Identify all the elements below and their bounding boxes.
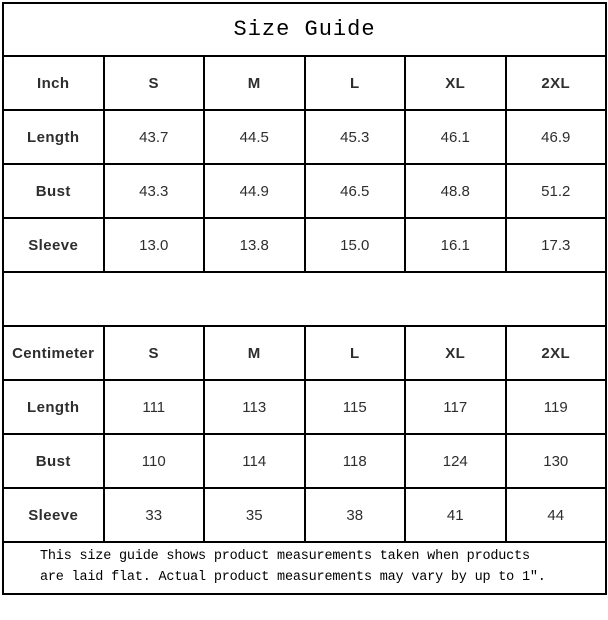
measurement-value: 44.5 [204, 110, 305, 164]
measurement-value: 46.5 [305, 164, 406, 218]
footnote-line: This size guide shows product measurements taken when products [40, 549, 530, 565]
size-header-l: L [305, 56, 406, 110]
size-guide-sheet [2, 2, 605, 595]
unit-header-inch: Inch [3, 56, 104, 110]
measurement-value: 119 [506, 380, 607, 434]
size-header-xl: XL [405, 56, 506, 110]
measurement-value: 41 [405, 488, 506, 542]
measurement-value: 46.9 [506, 110, 607, 164]
measurement-value: 114 [204, 434, 305, 488]
measurement-value: 115 [305, 380, 406, 434]
size-header-l: L [305, 326, 406, 380]
measurement-value: 113 [204, 380, 305, 434]
measurement-value: 43.7 [104, 110, 205, 164]
measurement-value: 15.0 [305, 218, 406, 272]
measurement-value: 35 [204, 488, 305, 542]
measurement-value: 43.3 [104, 164, 205, 218]
table-row [3, 434, 606, 488]
footnote-line: are laid flat. Actual product measurements may vary by up to 1″. [40, 570, 546, 585]
measurement-label: Length [3, 110, 104, 164]
measurement-value: 124 [405, 434, 506, 488]
table-row [3, 488, 606, 542]
size-guide-table [2, 2, 607, 595]
measurement-label: Sleeve [3, 218, 104, 272]
measurement-value: 44.9 [204, 164, 305, 218]
inch-header-row [3, 56, 606, 110]
table-row [3, 218, 606, 272]
measurement-value: 38 [305, 488, 406, 542]
footnote-row [3, 542, 606, 594]
measurement-value: 17.3 [506, 218, 607, 272]
spacer-cell [3, 272, 606, 326]
measurement-value: 51.2 [506, 164, 607, 218]
measurement-value: 117 [405, 380, 506, 434]
measurement-value: 111 [104, 380, 205, 434]
measurement-value: 16.1 [405, 218, 506, 272]
spacer-row [3, 272, 606, 326]
measurement-value: 118 [305, 434, 406, 488]
size-header-2xl: 2XL [506, 326, 607, 380]
size-header-m: M [204, 56, 305, 110]
measurement-value: 33 [104, 488, 205, 542]
measurement-label: Bust [3, 164, 104, 218]
measurement-value: 130 [506, 434, 607, 488]
table-row [3, 110, 606, 164]
title-row [3, 3, 606, 56]
measurement-label: Sleeve [3, 488, 104, 542]
measurement-value: 46.1 [405, 110, 506, 164]
size-header-s: S [104, 56, 205, 110]
centimeter-header-row [3, 326, 606, 380]
size-header-s: S [104, 326, 205, 380]
measurement-value: 45.3 [305, 110, 406, 164]
measurement-label: Length [3, 380, 104, 434]
size-header-2xl: 2XL [506, 56, 607, 110]
measurement-value: 44 [506, 488, 607, 542]
measurement-value: 13.0 [104, 218, 205, 272]
page-title: Size Guide [3, 3, 606, 56]
table-row [3, 380, 606, 434]
measurement-value: 48.8 [405, 164, 506, 218]
size-header-xl: XL [405, 326, 506, 380]
measurement-value: 13.8 [204, 218, 305, 272]
unit-header-centimeter: Centimeter [3, 326, 104, 380]
measurement-label: Bust [3, 434, 104, 488]
size-header-m: M [204, 326, 305, 380]
table-row [3, 164, 606, 218]
footnote [3, 542, 606, 594]
measurement-value: 110 [104, 434, 205, 488]
